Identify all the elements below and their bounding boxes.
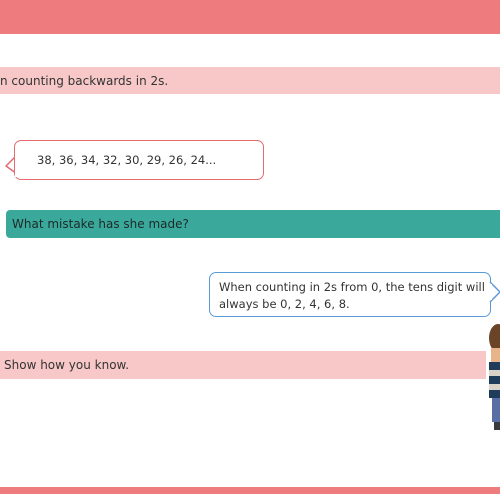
question-text: What mistake has she made? bbox=[12, 217, 189, 231]
instruction-bar bbox=[0, 351, 486, 379]
sequence-bubble bbox=[14, 140, 264, 180]
sequence-text: 38, 36, 34, 32, 30, 29, 26, 24... bbox=[37, 153, 217, 167]
instruction-text: Show how you know. bbox=[4, 358, 130, 372]
hint-line-2: always be 0, 2, 4, 6, 8. bbox=[219, 297, 350, 311]
prompt-text: n counting backwards in 2s. bbox=[0, 73, 169, 88]
child-character-illustration bbox=[484, 318, 500, 430]
question-bar bbox=[6, 210, 500, 238]
hint-line-1: When counting in 2s from 0, the tens digit will bbox=[219, 280, 485, 294]
speech-tail-right bbox=[480, 280, 500, 308]
tail-cover-left bbox=[15, 152, 19, 177]
prompt-bar bbox=[0, 67, 500, 94]
top-banner bbox=[0, 0, 500, 34]
bottom-rule bbox=[0, 487, 500, 494]
hint-bubble bbox=[209, 272, 491, 317]
